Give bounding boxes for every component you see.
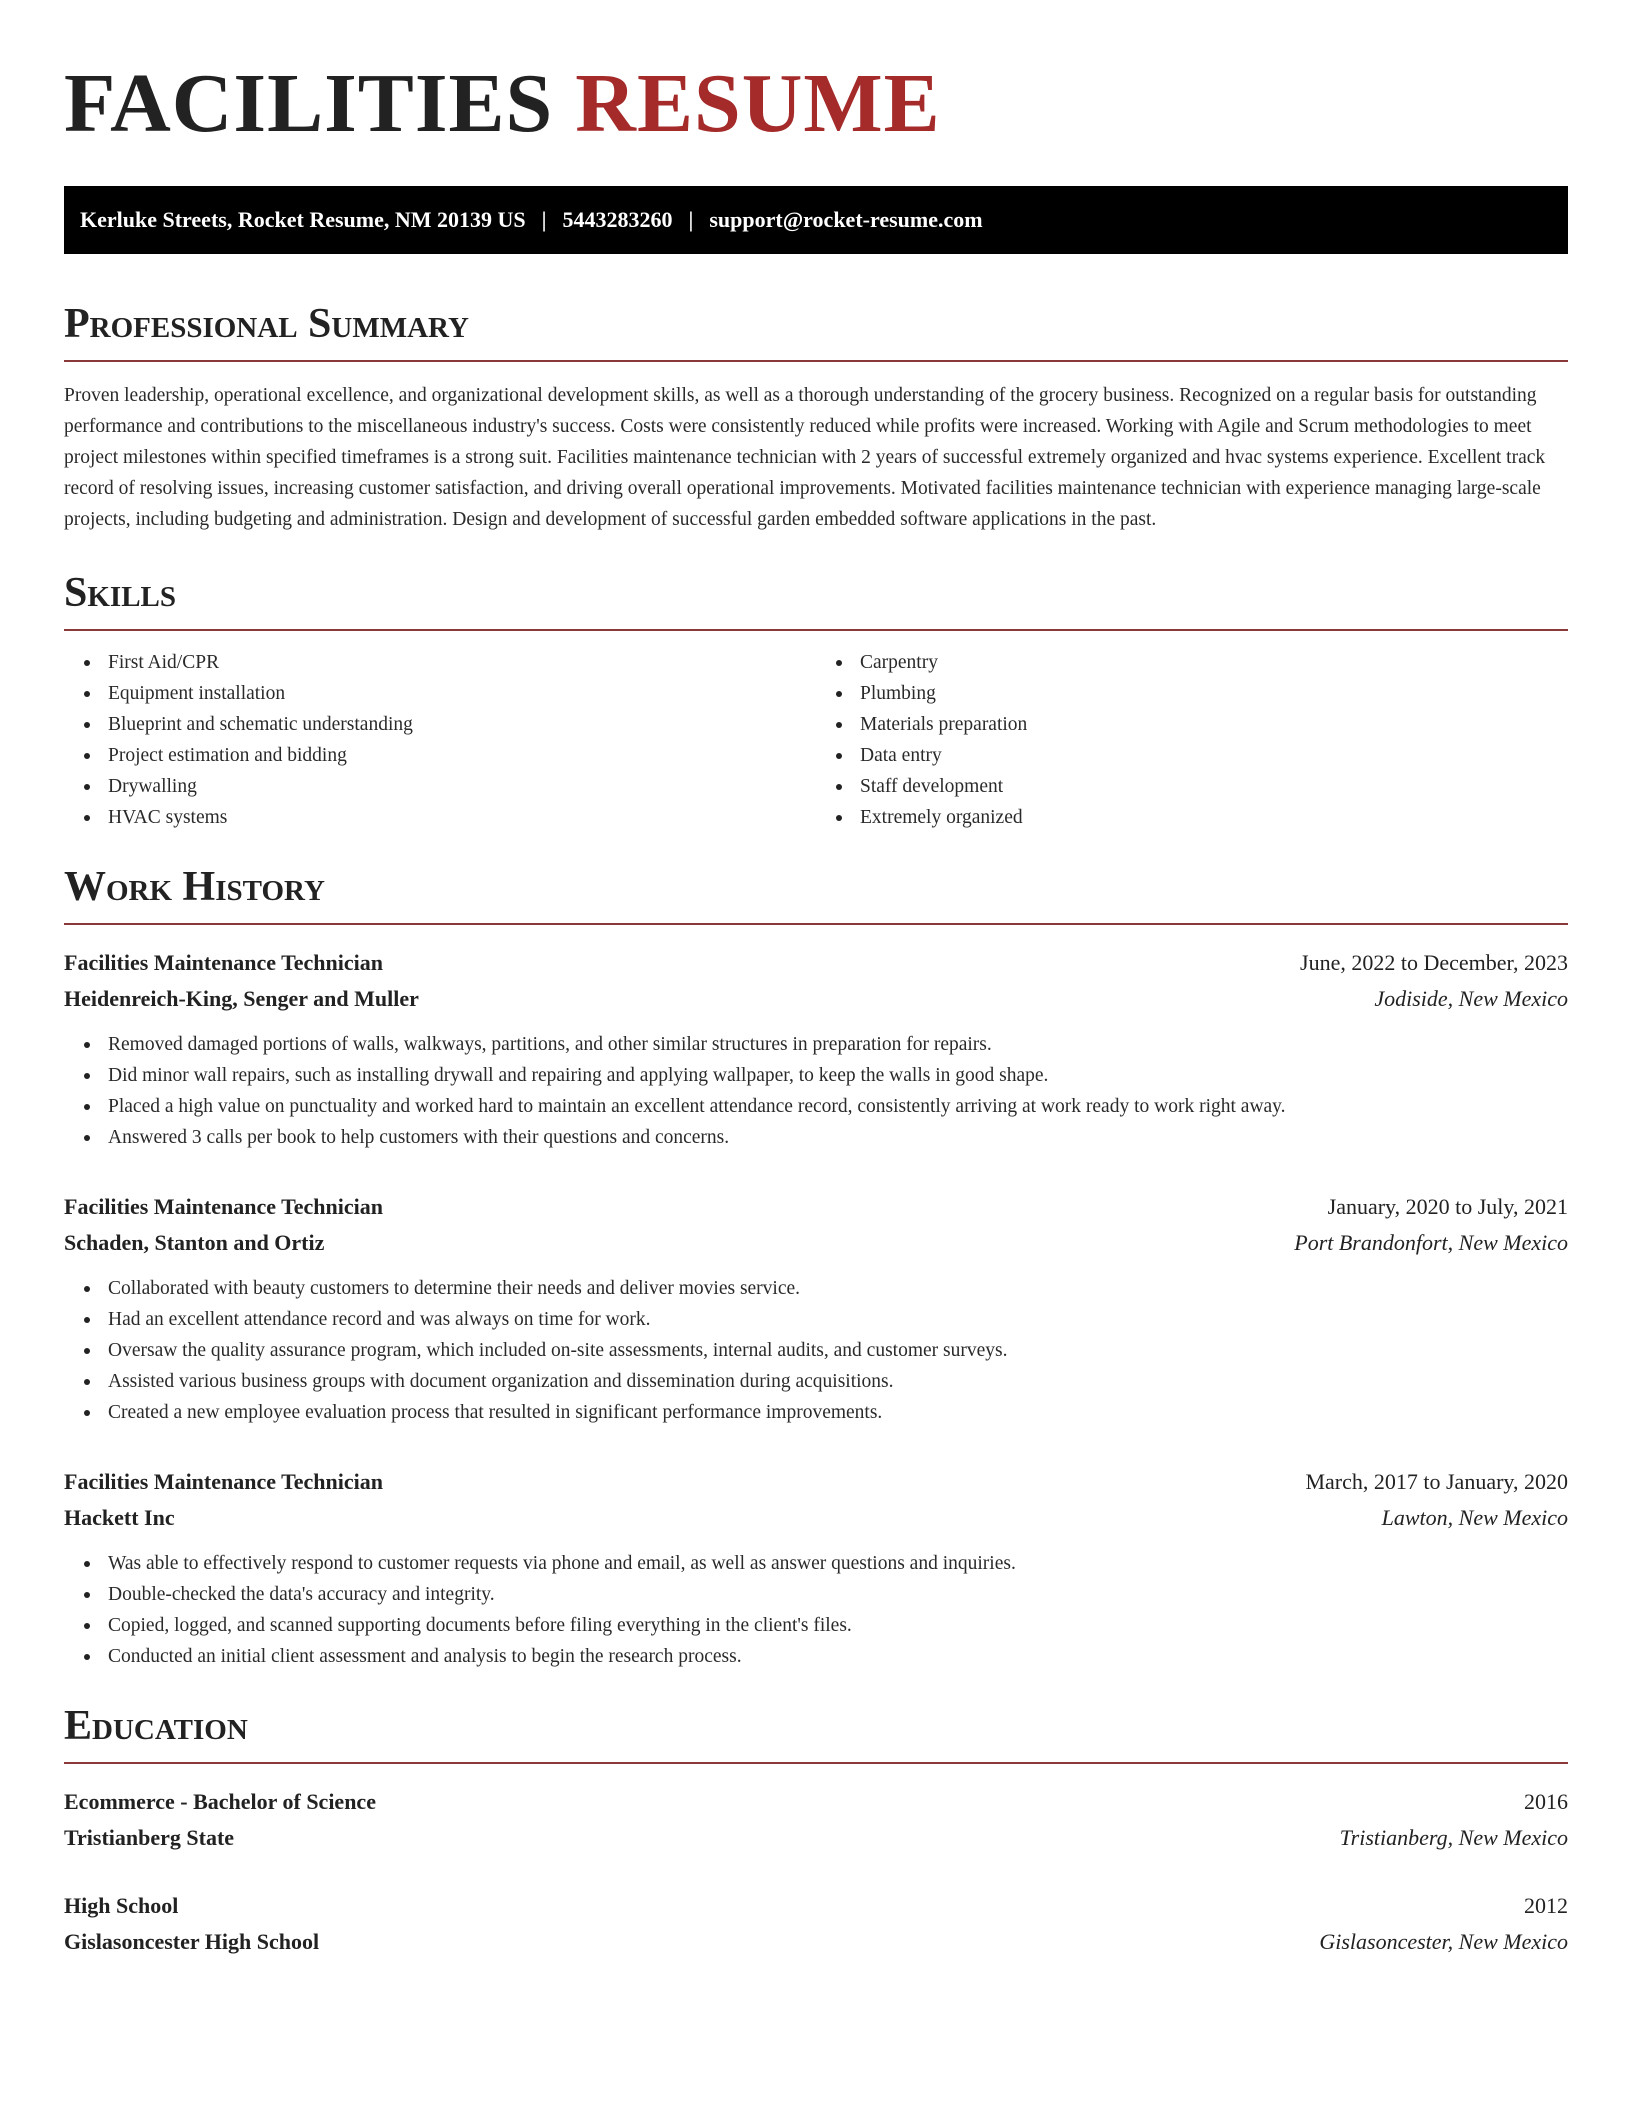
job-location: Jodiside, New Mexico bbox=[1374, 986, 1568, 1011]
skill-item: Project estimation and bidding bbox=[80, 740, 816, 771]
summary-text: Proven leadership, operational excellence, and organizational development skills, as well as a thorough understanding of the grocery business. Recognized on a regular basis for outstanding performance and contributions to the miscellaneous industry's success. Costs were consistently reduced while profits were increased. Working with Agile and Scrum methodologies to meet project milestones within specified timeframes is a strong suit. Facilities maintenance technician with 2 years of successful extremely organized and hvac systems experience. Excellent track record of resolving issues, increasing customer satisfaction, and driving overall operational improvements. Motivated facilities maintenance technician with experience managing large-scale projects, including budgeting and administration. Design and development of successful garden embedded software applications in the past. bbox=[64, 385, 1546, 530]
contact-bar bbox=[64, 186, 1568, 254]
job-company: Hackett Inc bbox=[64, 1505, 175, 1530]
contact-phone: 5443283260 bbox=[562, 207, 673, 232]
job-company-row bbox=[64, 981, 1568, 1017]
job-bullet: Did minor wall repairs, such as installing drywall and repairing and applying wallpaper, to keep the walls in good shape. bbox=[80, 1060, 1568, 1091]
skills-section bbox=[64, 569, 1568, 833]
skill-item: First Aid/CPR bbox=[80, 647, 816, 678]
job-header-row bbox=[64, 1464, 1568, 1500]
title-part-2: RESUME bbox=[575, 57, 941, 150]
summary-section bbox=[64, 300, 1568, 535]
contact-address: Kerluke Streets, Rocket Resume, NM 20139 US bbox=[80, 207, 526, 232]
contact-email: support@rocket-resume.com bbox=[709, 207, 983, 232]
education-entry bbox=[64, 1888, 1568, 1960]
edu-degree: Ecommerce - Bachelor of Science bbox=[64, 1789, 376, 1814]
skill-item: Equipment installation bbox=[80, 678, 816, 709]
edu-year: 2016 bbox=[1524, 1789, 1568, 1814]
job-bullet: Oversaw the quality assurance program, which included on-site assessments, internal audits, and customer surveys. bbox=[80, 1335, 1568, 1366]
skills-heading: Skills bbox=[64, 569, 1568, 631]
resume-title bbox=[64, 56, 1568, 152]
job-bullet: Created a new employee evaluation process that resulted in significant performance improvements. bbox=[80, 1397, 1568, 1428]
job-bullets bbox=[64, 1029, 1568, 1153]
job-location: Port Brandonfort, New Mexico bbox=[1294, 1230, 1568, 1255]
edu-school: Tristianberg State bbox=[64, 1825, 235, 1850]
skill-item: Data entry bbox=[832, 740, 1568, 771]
job-company-row bbox=[64, 1500, 1568, 1536]
skills-column-right bbox=[816, 647, 1568, 833]
contact-separator: | bbox=[541, 207, 547, 232]
edu-year: 2012 bbox=[1524, 1893, 1568, 1918]
job-company: Schaden, Stanton and Ortiz bbox=[64, 1230, 325, 1255]
job-bullet: Double-checked the data's accuracy and integrity. bbox=[80, 1579, 1568, 1610]
job-header-row bbox=[64, 1189, 1568, 1225]
job-bullet: Placed a high value on punctuality and worked hard to maintain an excellent attendance record, consistently arriving at work ready to work right away. bbox=[80, 1091, 1568, 1122]
job-dates: January, 2020 to July, 2021 bbox=[1327, 1194, 1568, 1219]
job-bullet: Conducted an initial client assessment and analysis to begin the research process. bbox=[80, 1641, 1568, 1672]
job-entry bbox=[64, 1464, 1568, 1672]
job-bullet: Answered 3 calls per book to help customers with their questions and concerns. bbox=[80, 1122, 1568, 1153]
edu-school: Gislasoncester High School bbox=[64, 1929, 320, 1954]
job-bullet: Had an excellent attendance record and was always on time for work. bbox=[80, 1304, 1568, 1335]
work-history-heading: Work History bbox=[64, 863, 1568, 925]
job-bullets bbox=[64, 1548, 1568, 1672]
job-title: Facilities Maintenance Technician bbox=[64, 1469, 383, 1494]
job-bullet: Was able to effectively respond to customer requests via phone and email, as well as answer questions and inquiries. bbox=[80, 1548, 1568, 1579]
title-part-1: FACILITIES bbox=[64, 57, 554, 150]
skill-item: Materials preparation bbox=[832, 709, 1568, 740]
job-header-row bbox=[64, 945, 1568, 981]
job-company: Heidenreich-King, Senger and Muller bbox=[64, 986, 419, 1011]
edu-school-row bbox=[64, 1820, 1568, 1856]
edu-location: Tristianberg, New Mexico bbox=[1339, 1825, 1568, 1850]
job-company-row bbox=[64, 1225, 1568, 1261]
summary-heading: Professional Summary bbox=[64, 300, 1568, 362]
job-bullets bbox=[64, 1273, 1568, 1428]
education-heading: Education bbox=[64, 1702, 1568, 1764]
job-bullet: Removed damaged portions of walls, walkways, partitions, and other similar structures in preparation for repairs. bbox=[80, 1029, 1568, 1060]
skills-column-left bbox=[64, 647, 816, 833]
edu-location: Gislasoncester, New Mexico bbox=[1319, 1929, 1568, 1954]
contact-separator: | bbox=[688, 207, 694, 232]
job-title: Facilities Maintenance Technician bbox=[64, 1194, 383, 1219]
edu-school-row bbox=[64, 1924, 1568, 1960]
edu-header-row bbox=[64, 1784, 1568, 1820]
job-bullet: Collaborated with beauty customers to determine their needs and deliver movies service. bbox=[80, 1273, 1568, 1304]
education-section bbox=[64, 1702, 1568, 1960]
education-entry bbox=[64, 1784, 1568, 1856]
job-dates: June, 2022 to December, 2023 bbox=[1300, 950, 1568, 975]
job-title: Facilities Maintenance Technician bbox=[64, 950, 383, 975]
job-location: Lawton, New Mexico bbox=[1381, 1505, 1568, 1530]
skill-item: Extremely organized bbox=[832, 802, 1568, 833]
edu-degree: High School bbox=[64, 1893, 179, 1918]
job-entry bbox=[64, 945, 1568, 1153]
skills-grid bbox=[64, 647, 1568, 833]
skill-item: Plumbing bbox=[832, 678, 1568, 709]
work-history-section bbox=[64, 863, 1568, 1672]
edu-header-row bbox=[64, 1888, 1568, 1924]
skill-item: HVAC systems bbox=[80, 802, 816, 833]
skill-item: Blueprint and schematic understanding bbox=[80, 709, 816, 740]
job-bullet: Assisted various business groups with document organization and dissemination during acquisitions. bbox=[80, 1366, 1568, 1397]
skill-item: Carpentry bbox=[832, 647, 1568, 678]
skill-item: Drywalling bbox=[80, 771, 816, 802]
job-dates: March, 2017 to January, 2020 bbox=[1305, 1469, 1568, 1494]
skill-item: Staff development bbox=[832, 771, 1568, 802]
job-entry bbox=[64, 1189, 1568, 1428]
job-bullet: Copied, logged, and scanned supporting documents before filing everything in the client's files. bbox=[80, 1610, 1568, 1641]
